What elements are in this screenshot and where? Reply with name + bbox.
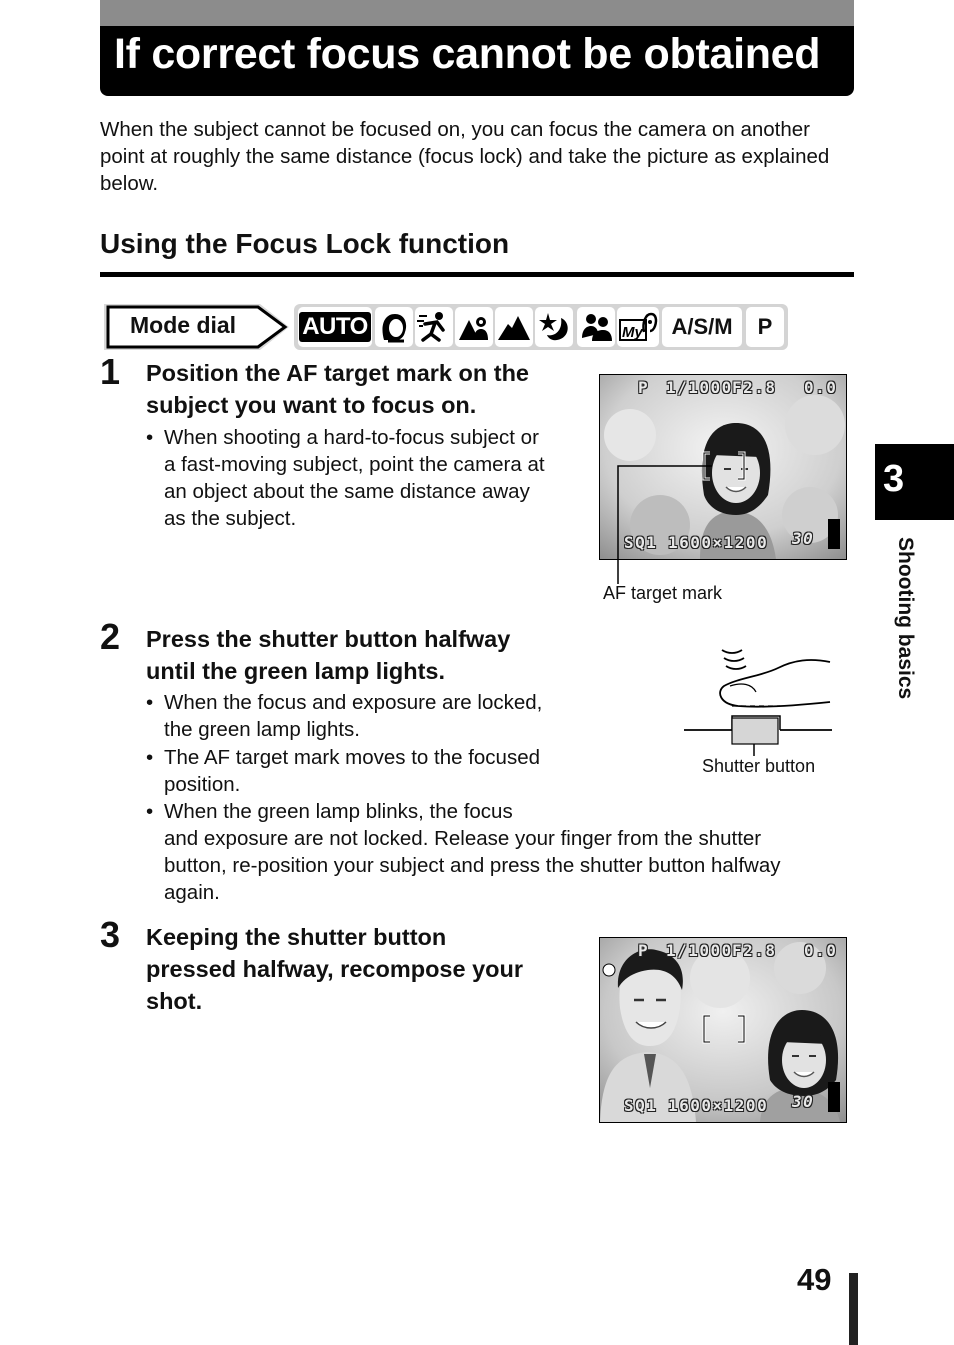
bullet-dot: • (146, 800, 154, 823)
step-3-heading-line: shot. (146, 988, 203, 1014)
lcd-exposure: 0.0 (804, 941, 838, 960)
page-number: 49 (797, 1262, 832, 1297)
bullet-dot: • (146, 691, 154, 714)
lcd-frames: 30 (792, 529, 815, 548)
step-1-number: 1 (100, 351, 121, 392)
bullet-line: a fast-moving subject, point the camera at (164, 453, 545, 476)
step-3-number: 3 (100, 914, 121, 955)
lcd-quality: SQ1 (624, 533, 658, 552)
step-2-heading-line: Press the shutter button halfway (146, 626, 511, 652)
step-2-heading-line: until the green lamp lights. (146, 658, 445, 684)
mode-icons-strip (294, 304, 788, 350)
mode-dial-label: Mode dial (130, 312, 237, 338)
asm-mode: A/S/M (662, 307, 742, 347)
lcd-shutter: 1/1000 (666, 941, 733, 960)
page-number-bar (849, 1273, 858, 1345)
chapter-label: Shooting basics (894, 537, 917, 700)
bullet-line: When the green lamp blinks, the focus (164, 800, 513, 823)
shutter-button-illustration (682, 644, 834, 756)
title-bar (100, 0, 854, 96)
step-1-heading-line: Position the AF target mark on the (146, 360, 529, 386)
program-mode: P (746, 307, 784, 347)
bullet-dot: • (146, 426, 154, 449)
bullet-line: again. (164, 881, 220, 904)
title-top-strip (100, 0, 854, 26)
bullet-line: The AF target mark moves to the focused (164, 746, 541, 769)
bullet-line: and exposure are not locked. Release your finger from the shutter (164, 827, 762, 850)
bullet-line: button, re-position your subject and press the shutter button halfway (164, 854, 781, 877)
bullet-line: the green lamp lights. (164, 718, 361, 741)
bullet-line: When the focus and exposure are locked, (164, 691, 543, 714)
lcd-aperture: F2.8 (732, 941, 777, 960)
intro-paragraph: When the subject cannot be focused on, you can focus the camera on another point at roughly the same distance (focus lock) and take the picture as explained below. (100, 118, 830, 195)
af-target-leader (612, 462, 722, 586)
lcd-resolution: 1600×1200 (668, 1096, 769, 1115)
svg-text:My: My (622, 324, 643, 341)
step-3-heading-line: Keeping the shutter button (146, 924, 447, 950)
lcd-exposure: 0.0 (804, 378, 838, 397)
step-3-heading (146, 921, 586, 1017)
step-1-bullet (146, 424, 584, 532)
section-rule (100, 272, 854, 277)
af-target-mark-caption: AF target mark (603, 583, 723, 603)
lcd-resolution: 1600×1200 (668, 533, 769, 552)
step-2-heading (146, 623, 586, 687)
night-scene-icon (535, 307, 573, 347)
bullet-line: position. (164, 773, 241, 796)
step-3-heading-line: pressed halfway, recompose your (146, 956, 524, 982)
lcd-frames: 30 (792, 1092, 815, 1111)
section-heading: Using the Focus Lock function (100, 228, 510, 259)
landscape-icon (495, 307, 533, 347)
self-portrait-icon (577, 307, 615, 347)
landscape-portrait-icon (455, 307, 493, 347)
step-2-bullet (146, 798, 854, 906)
bullet-dot: • (146, 746, 154, 769)
step-2-bullet (146, 744, 594, 798)
bullet-line: When shooting a hard-to-focus subject or (164, 426, 539, 449)
lcd-shutter: 1/1000 (666, 378, 733, 397)
page-title: If correct focus cannot be obtained (114, 30, 821, 78)
portrait-icon (375, 307, 413, 347)
step-1-heading (146, 357, 586, 421)
step-2-number: 2 (100, 616, 121, 657)
chapter-number: 3 (883, 458, 905, 500)
shutter-button-caption: Shutter button (702, 756, 816, 776)
my-mode-icon (617, 307, 659, 347)
bullet-line: an object about the same distance away (164, 480, 530, 503)
sports-icon (415, 307, 453, 347)
lcd-quality: SQ1 (624, 1096, 658, 1115)
lcd-mode: P (638, 378, 650, 397)
step-2-bullet (146, 689, 594, 743)
bullet-line: as the subject. (164, 507, 297, 530)
auto-icon: AUTO (298, 307, 372, 347)
lcd-mode: P (638, 941, 650, 960)
lcd-aperture: F2.8 (732, 378, 777, 397)
lcd-screen-photo-2 (599, 937, 847, 1123)
step-1-heading-line: subject you want to focus on. (146, 392, 477, 418)
